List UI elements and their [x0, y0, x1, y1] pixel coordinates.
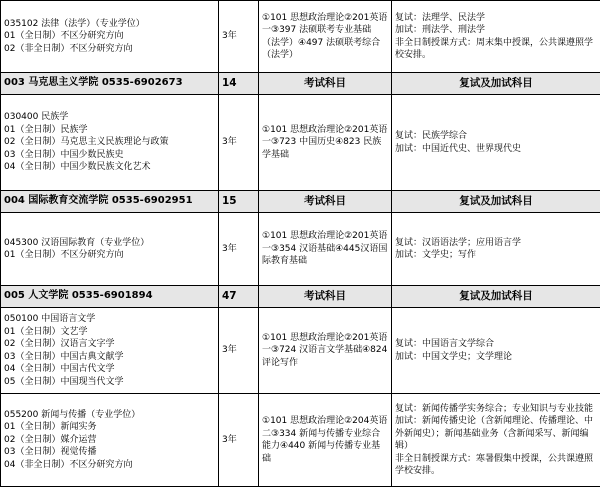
retest-subjects-header: 复试及加试科目 [392, 73, 600, 95]
major-cell [1, 394, 219, 487]
research-direction: 01（全日制）新闻实务 [4, 422, 97, 433]
research-direction: 03（全日制）视觉传播 [4, 447, 97, 458]
research-direction: 01（全日制）不区分研究方向 [4, 31, 124, 42]
exam-subjects-header: 考试科目 [259, 191, 392, 213]
exam-subjects: ①101 思想政治理论②201英语一③397 法硕联考专业基础（法学）④497 法硕联考综合（法学） [259, 1, 392, 73]
retest-line: 复试：新闻传播学实务综合；专业知识与专业技能 [395, 403, 594, 414]
retest-line: 加试：新闻传播史论（含新闻理论、传播理论、中外新闻史）；新闻基础业务（含新闻采写、新闻编辑） [395, 416, 594, 451]
major-cell [1, 1, 219, 73]
study-years: 3年 [219, 1, 259, 73]
research-direction: 05（全日制）中国现当代文学 [4, 376, 124, 387]
retest-line: 复试：法理学、民法学 [395, 12, 486, 23]
research-direction: 02（全日制）媒介运营 [4, 434, 97, 445]
retest-line: 加试：中国近代史、世界现代史 [395, 143, 522, 154]
exam-subjects: ①101 思想政治理论②201英语一③724 汉语言文学基础④824 评论写作 [259, 308, 392, 394]
major-name: 055200 新闻与传播（专业学位） [4, 409, 141, 420]
college-name: 003 马克思主义学院 0535-6902673 [1, 73, 219, 95]
research-direction: 03（全日制）中国古典文献学 [4, 351, 124, 362]
program-row [1, 308, 600, 394]
research-direction: 02（非全日制）不区分研究方向 [4, 43, 133, 54]
exam-subjects-header: 考试科目 [259, 73, 392, 95]
research-direction: 04（全日制）中国古代文学 [4, 364, 115, 374]
exam-subjects-header: 考试科目 [259, 286, 392, 308]
major-cell [1, 308, 219, 394]
study-years: 3年 [219, 95, 259, 191]
research-direction: 04（全日制）中国少数民族文化艺术 [4, 162, 151, 173]
college-header-row [1, 73, 600, 95]
program-row [1, 1, 600, 73]
research-direction: 01（全日制）民族学 [4, 124, 88, 135]
research-direction: 01（全日制）文艺学 [4, 326, 88, 337]
catalog-body [1, 1, 600, 487]
major-cell [1, 95, 219, 191]
retest-cell [392, 394, 600, 487]
exam-subjects: ①101 思想政治理论②204英语二③334 新闻与传播专业综合能力④440 新闻与传播专业基础 [259, 394, 392, 487]
retest-line: 加试：中国文学史；文学理论 [395, 351, 513, 362]
major-name: 035102 法律（法学）（专业学位） [4, 18, 145, 29]
research-direction: 03（全日制）中国少数民族史 [4, 149, 124, 160]
retest-line: 复试：汉语语法学；应用语言学 [395, 237, 522, 248]
enrollment-count: 47 [219, 286, 259, 308]
enrollment-count: 15 [219, 191, 259, 213]
retest-line: 加试：刑法学、刑法学 [395, 25, 486, 35]
major-cell [1, 213, 219, 286]
retest-line: 非全日制授课方式：寒暑假集中授课，公共课遵照学校安排。 [395, 453, 594, 476]
college-header-row [1, 191, 600, 213]
study-years: 3年 [219, 394, 259, 487]
exam-subjects: ①101 思想政治理论②201英语一③723 中国历史④823 民族学基础 [259, 95, 392, 191]
retest-cell [392, 1, 600, 73]
retest-line: 复试：民族学综合 [395, 131, 468, 141]
retest-cell [392, 95, 600, 191]
retest-line: 加试：文学史；写作 [395, 250, 477, 260]
retest-subjects-header: 复试及加试科目 [392, 286, 600, 308]
retest-line: 复试：中国语言文学综合 [395, 339, 495, 349]
major-name: 050100 中国语言文学 [4, 314, 96, 324]
study-years: 3年 [219, 213, 259, 286]
exam-subjects: ①101 思想政治理论②201英语一③354 汉语基础④445汉语国际教育基础 [259, 213, 392, 286]
retest-subjects-header: 复试及加试科目 [392, 191, 600, 213]
retest-cell [392, 308, 600, 394]
college-name: 004 国际教育交流学院 0535-6902951 [1, 191, 219, 213]
research-direction: 02（全日制）马克思主义民族理论与政策 [4, 137, 169, 148]
major-name: 030400 民族学 [4, 112, 69, 123]
research-direction: 04（非全日制）不区分研究方向 [4, 459, 133, 470]
research-direction: 01（全日制）不区分研究方向 [4, 250, 124, 260]
college-name: 005 人文学院 0535-6901894 [1, 286, 219, 308]
retest-cell [392, 213, 600, 286]
program-row [1, 95, 600, 191]
retest-line: 非全日制授课方式：周末集中授课，公共课遵照学校安排。 [395, 37, 594, 60]
program-row [1, 213, 600, 286]
major-name: 045300 汉语国际教育（专业学位） [4, 237, 150, 248]
research-direction: 02（全日制）汉语言文字学 [4, 339, 115, 349]
study-years: 3年 [219, 308, 259, 394]
program-row [1, 394, 600, 487]
enrollment-count: 14 [219, 73, 259, 95]
college-header-row [1, 286, 600, 308]
